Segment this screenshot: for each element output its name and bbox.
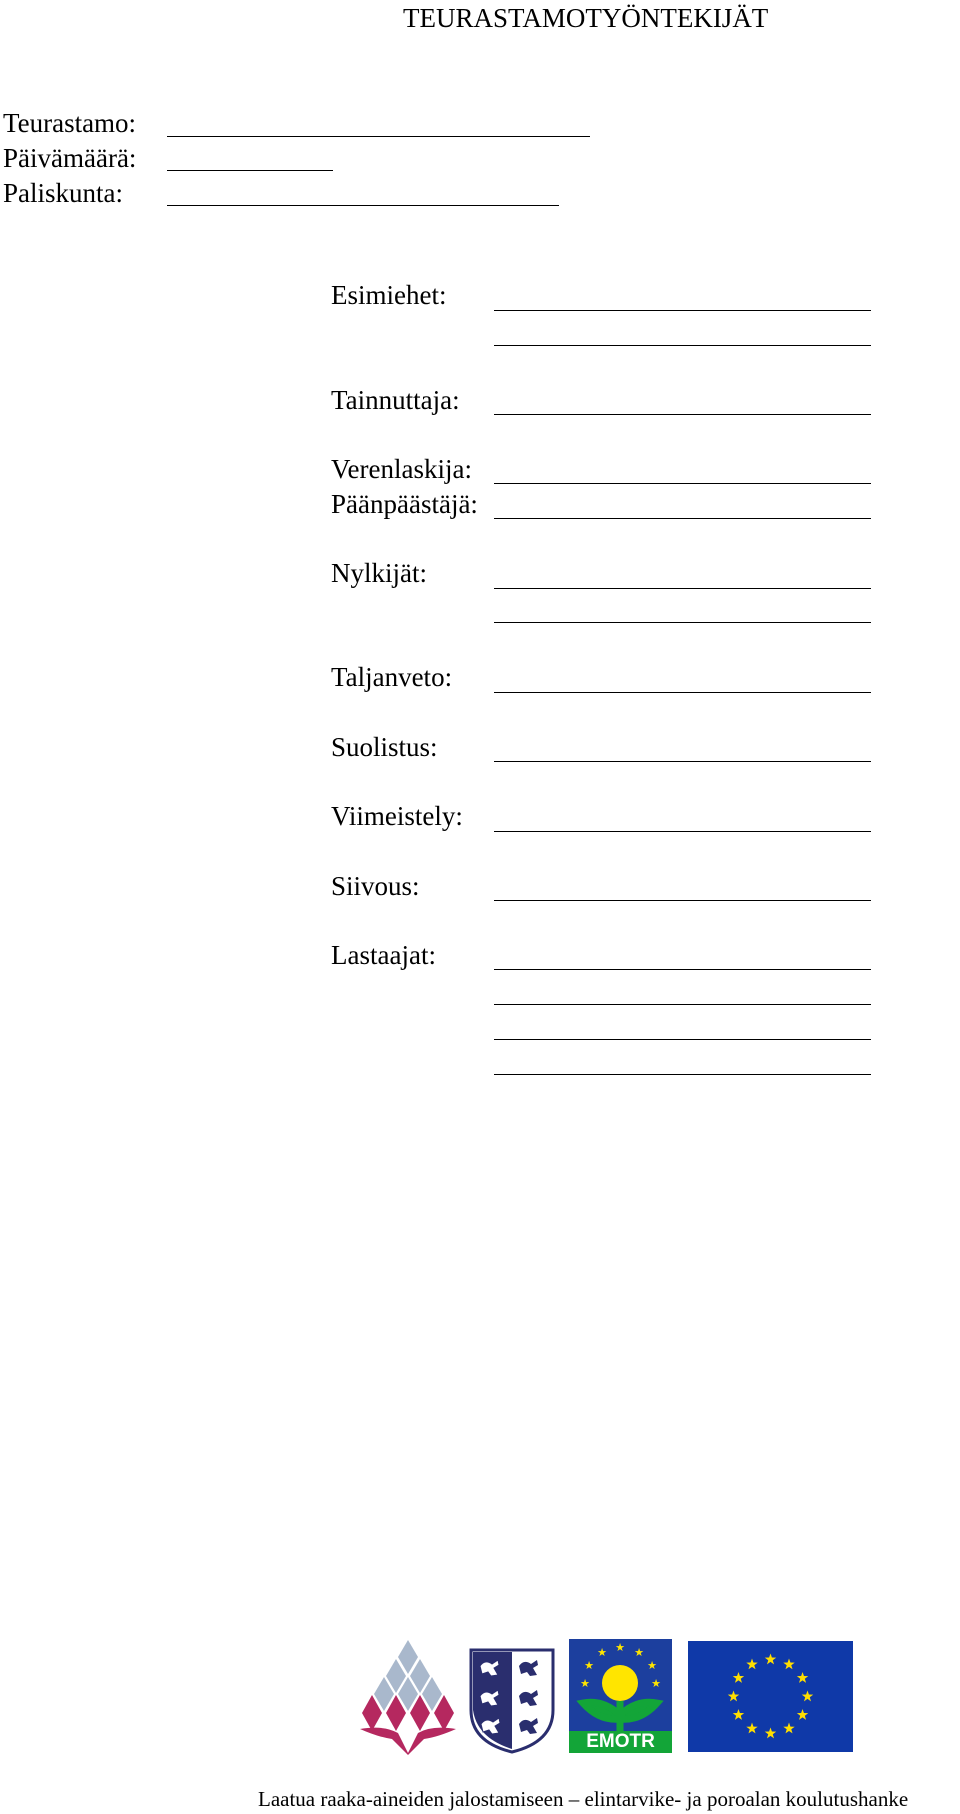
field-label-teurastamo: Teurastamo: (3, 108, 137, 138)
role-line-suolistus[interactable] (494, 761, 871, 762)
role-label-esimiehet: Esimiehet: (331, 280, 447, 310)
role-line-siivous[interactable] (494, 900, 871, 901)
coat-of-arms-shield-logo (467, 1646, 557, 1754)
emotr-sun-icon (602, 1665, 638, 1701)
footer-text: Laatua raaka-aineiden jalostamiseen – elintarvike- ja poroalan koulutushanke (258, 1787, 909, 1811)
role-label-lastaajat: Lastaajat: (331, 940, 436, 970)
svg-text:★: ★ (651, 1677, 661, 1690)
emotr-logo (569, 1639, 672, 1753)
role-line-nylkijat-2[interactable] (494, 622, 871, 623)
svg-text:★: ★ (634, 1646, 644, 1659)
role-label-suolistus: Suolistus: (331, 732, 438, 762)
role-line-viimeistely[interactable] (494, 831, 871, 832)
role-line-nylkijat-1[interactable] (494, 588, 871, 589)
role-label-siivous: Siivous: (331, 871, 420, 901)
role-label-verenlaskija: Verenlaskija: (331, 454, 472, 484)
role-line-esimiehet-2[interactable] (494, 345, 871, 346)
role-label-nylkijat: Nylkijät: (331, 558, 427, 588)
form-title: TEURASTAMOTYÖNTEKIJÄT (403, 3, 769, 33)
role-label-tainnuttaja: Tainnuttaja: (331, 385, 460, 415)
field-line-paivamaara[interactable] (167, 170, 333, 171)
role-line-taljanveto[interactable] (494, 692, 871, 693)
role-line-esimiehet-1[interactable] (494, 310, 871, 311)
role-label-paanpaastaja: Päänpäästäjä: (331, 489, 478, 519)
field-line-paliskunta[interactable] (167, 205, 559, 206)
field-label-paliskunta: Paliskunta: (3, 178, 123, 208)
role-line-lastaajat-2[interactable] (494, 1004, 871, 1005)
svg-text:★: ★ (647, 1659, 657, 1672)
svg-text:★: ★ (584, 1659, 594, 1672)
role-line-verenlaskija[interactable] (494, 483, 871, 484)
role-line-tainnuttaja[interactable] (494, 414, 871, 415)
role-line-lastaajat-3[interactable] (494, 1039, 871, 1040)
field-line-teurastamo[interactable] (167, 136, 590, 137)
svg-text:★: ★ (580, 1677, 590, 1690)
role-line-lastaajat-1[interactable] (494, 969, 871, 970)
role-line-paanpaastaja[interactable] (494, 518, 871, 519)
svg-text:★: ★ (597, 1646, 607, 1659)
svg-text:★: ★ (615, 1641, 625, 1654)
role-line-lastaajat-4[interactable] (494, 1074, 871, 1075)
field-label-paivamaara: Päivämäärä: (3, 143, 137, 173)
crown-flower-logo (358, 1637, 458, 1755)
eu-flag-logo (688, 1641, 853, 1752)
role-label-taljanveto: Taljanveto: (331, 662, 453, 692)
emotr-label: EMOTR (586, 1731, 655, 1752)
role-label-viimeistely: Viimeistely: (331, 801, 463, 831)
crown-gray-petals (374, 1640, 442, 1711)
